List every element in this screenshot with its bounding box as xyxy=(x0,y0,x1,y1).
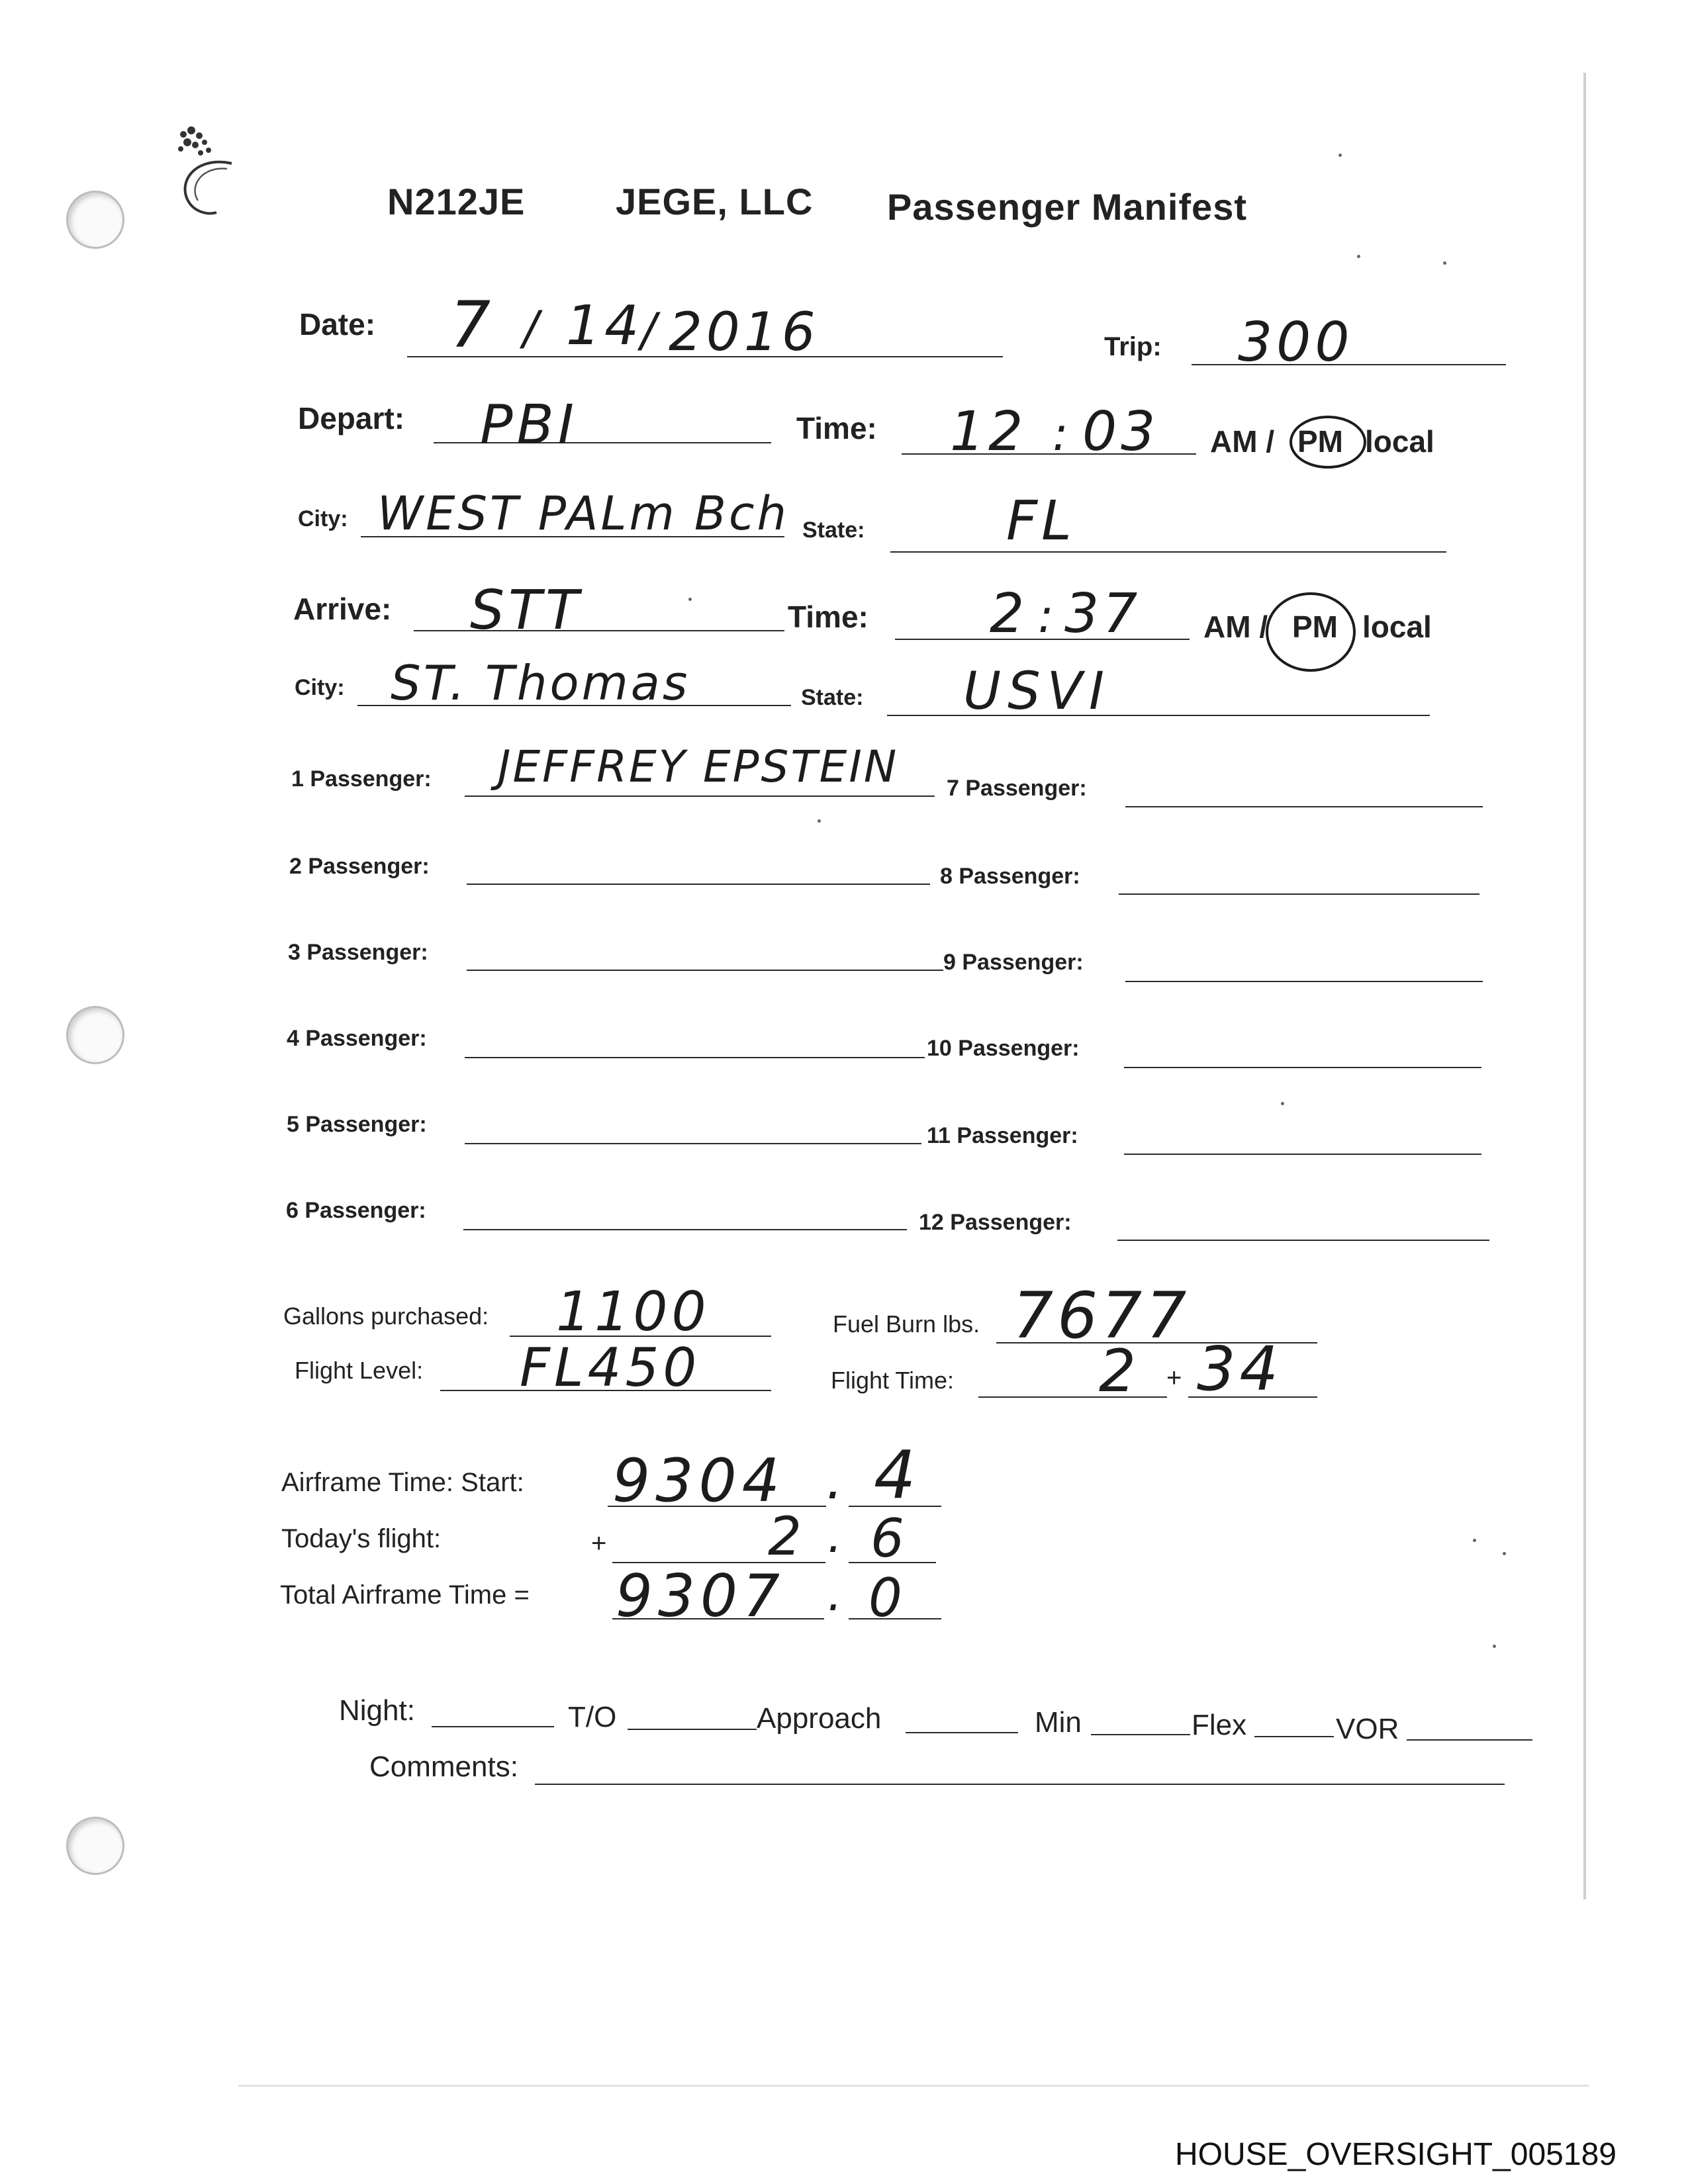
scan-speck xyxy=(1503,1552,1506,1555)
passenger-line-1 xyxy=(465,796,935,797)
passenger-line-9 xyxy=(1125,981,1483,982)
scan-speck xyxy=(688,598,692,601)
total-airframe-dot: . xyxy=(827,1567,847,1621)
takeoff-line xyxy=(628,1729,757,1730)
passenger-line-12 xyxy=(1117,1240,1489,1241)
takeoff-label: T/O xyxy=(568,1701,617,1733)
document-title: Passenger Manifest xyxy=(887,186,1247,228)
arrive-state-label: State: xyxy=(801,685,864,710)
arrive-pm-label: PM xyxy=(1292,610,1338,644)
passenger-label-9: 9 Passenger: xyxy=(943,950,1084,975)
depart-state-label: State: xyxy=(802,518,865,543)
arrive-am-label: AM / xyxy=(1203,610,1268,644)
passenger-label-12: 12 Passenger: xyxy=(919,1210,1072,1235)
total-airframe-whole-value: 9307 xyxy=(616,1562,785,1630)
airframe-start-tenth-value: 4 xyxy=(874,1436,920,1514)
trip-value: 300 xyxy=(1238,311,1354,374)
arrive-label: Arrive: xyxy=(293,592,392,626)
approach-line xyxy=(906,1732,1018,1733)
arrive-line xyxy=(414,630,784,631)
gallons-label: Gallons purchased: xyxy=(283,1302,489,1330)
passenger-line-3 xyxy=(467,970,943,971)
todays-flight-plus: + xyxy=(591,1529,607,1558)
tail-number: N212JE xyxy=(387,181,526,222)
depart-label: Depart: xyxy=(298,401,405,435)
comments-line xyxy=(535,1784,1505,1785)
todays-flight-whole-value: 2 xyxy=(768,1506,806,1567)
depart-city-label: City: xyxy=(298,506,348,531)
passenger-label-2: 2 Passenger: xyxy=(289,854,430,879)
depart-am-label: AM / xyxy=(1210,424,1275,459)
passenger-name-1: JEFFREY EPSTEIN xyxy=(498,741,899,792)
binder-hole-bottom xyxy=(66,1817,124,1875)
todays-flight-dot: . xyxy=(827,1509,847,1563)
flight-time-hours-value: 2 xyxy=(1099,1337,1140,1405)
scan-speck xyxy=(818,819,821,823)
company-logo-icon xyxy=(169,122,248,228)
arrive-time-hours-value: 2 xyxy=(990,582,1029,645)
approach-label: Approach xyxy=(757,1702,882,1735)
arrive-time-label: Time: xyxy=(788,600,868,634)
passenger-label-4: 4 Passenger: xyxy=(287,1026,427,1051)
arrive-local-label: local xyxy=(1362,610,1432,644)
passenger-label-1: 1 Passenger: xyxy=(291,766,432,792)
passenger-line-4 xyxy=(465,1057,925,1058)
airframe-start-label: Airframe Time: Start: xyxy=(281,1468,524,1497)
passenger-line-7 xyxy=(1125,806,1483,807)
depart-pm-label: PM xyxy=(1297,424,1343,459)
night-line xyxy=(432,1726,554,1727)
arrive-airport-value: STT xyxy=(470,579,583,642)
depart-local-label: local xyxy=(1365,424,1434,459)
vor-label: VOR xyxy=(1336,1713,1399,1745)
todays-flight-label: Today's flight: xyxy=(281,1524,442,1553)
total-airframe-tenth-value: 0 xyxy=(868,1567,906,1629)
date-separator: / xyxy=(523,301,543,355)
arrive-state-value: USVI xyxy=(963,662,1111,721)
depart-state-value: FL xyxy=(1006,490,1076,553)
min-label: Min xyxy=(1035,1706,1082,1739)
min-line xyxy=(1091,1734,1190,1735)
vor-line xyxy=(1407,1739,1532,1741)
bates-number: HOUSE_OVERSIGHT_005189 xyxy=(1175,2137,1617,2172)
passenger-line-2 xyxy=(467,884,930,885)
arrive-city-value: ST. Thomas xyxy=(391,655,690,711)
airframe-start-whole-value: 9304 xyxy=(612,1446,786,1516)
depart-time-minutes-value: 03 xyxy=(1082,400,1160,463)
flex-label: Flex xyxy=(1192,1709,1247,1741)
night-label: Night: xyxy=(339,1694,415,1727)
passenger-label-10: 10 Passenger: xyxy=(927,1036,1080,1061)
flight-time-label: Flight Time: xyxy=(831,1367,955,1394)
passenger-label-6: 6 Passenger: xyxy=(286,1198,426,1223)
scan-speck xyxy=(1357,255,1360,258)
depart-state-line xyxy=(890,551,1446,553)
comments-label: Comments: xyxy=(369,1751,518,1783)
arrive-city-label: City: xyxy=(295,675,345,700)
passenger-label-8: 8 Passenger: xyxy=(940,864,1080,889)
passenger-line-10 xyxy=(1124,1067,1481,1068)
page-edge xyxy=(1583,73,1586,1899)
depart-airport-value: PBI xyxy=(480,394,578,457)
depart-city-value: WEST PALm Bch xyxy=(377,486,789,541)
depart-time-label: Time: xyxy=(796,411,877,445)
gallons-value: 1100 xyxy=(556,1281,710,1343)
passenger-line-6 xyxy=(463,1229,907,1230)
passenger-label-11: 11 Passenger: xyxy=(927,1123,1078,1148)
scan-speck xyxy=(1281,1102,1284,1105)
date-separator: / xyxy=(641,303,661,357)
scan-speck xyxy=(1493,1645,1496,1648)
passenger-line-5 xyxy=(465,1143,921,1144)
passenger-line-11 xyxy=(1124,1154,1481,1155)
flight-level-value: FL450 xyxy=(520,1337,701,1398)
fuel-burn-label: Fuel Burn lbs. xyxy=(833,1310,980,1338)
scan-speck xyxy=(1473,1539,1476,1542)
date-month-value: 7 xyxy=(450,288,495,362)
flight-level-label: Flight Level: xyxy=(295,1357,424,1384)
todays-flight-tenth-value: 6 xyxy=(870,1508,908,1569)
depart-time-hours-value: 12 xyxy=(950,400,1027,463)
date-day-value: 14 xyxy=(566,295,643,357)
arrive-time-minutes-value: 37 xyxy=(1064,582,1142,645)
passenger-label-7: 7 Passenger: xyxy=(947,776,1087,801)
depart-time-colon: : xyxy=(1053,407,1072,461)
date-year-value: 2016 xyxy=(669,301,820,363)
fuel-burn-value: 7677 xyxy=(1013,1279,1191,1353)
arrive-time-colon: : xyxy=(1038,589,1058,643)
passenger-label-3: 3 Passenger: xyxy=(288,940,428,965)
total-airframe-label: Total Airframe Time = xyxy=(280,1580,530,1610)
page-edge-bottom xyxy=(238,2085,1589,2087)
company-name: JEGE, LLC xyxy=(616,181,814,222)
passenger-line-8 xyxy=(1119,893,1479,895)
trip-label: Trip: xyxy=(1104,332,1162,361)
passenger-label-5: 5 Passenger: xyxy=(287,1112,427,1137)
binder-hole-top xyxy=(66,191,124,249)
flex-line xyxy=(1254,1736,1334,1737)
date-label: Date: xyxy=(299,307,376,341)
flight-time-plus: + xyxy=(1166,1363,1182,1392)
binder-hole-middle xyxy=(66,1006,124,1064)
scan-speck xyxy=(1443,261,1446,265)
airframe-start-dot: . xyxy=(826,1449,847,1511)
scan-speck xyxy=(1338,154,1342,157)
flight-time-minutes-value: 34 xyxy=(1197,1334,1283,1404)
